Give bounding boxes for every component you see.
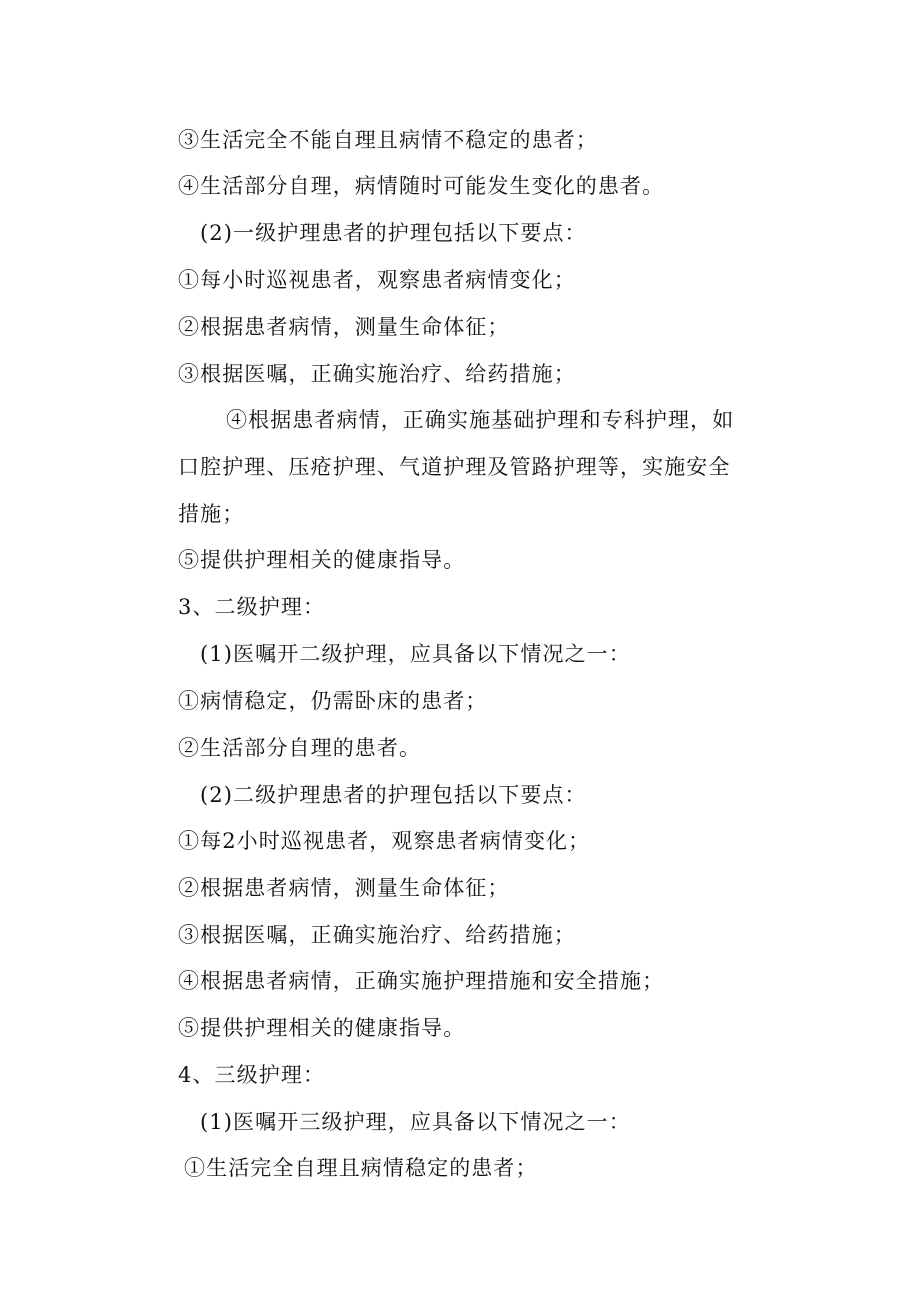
- text-line: ④生活部分自理，病情随时可能发生变化的患者。: [178, 174, 665, 198]
- text-line: ①生活完全自理且病情稳定的患者；: [184, 1156, 538, 1180]
- text-line: 口腔护理、压疮护理、气道护理及管路护理等，实施安全: [178, 455, 731, 479]
- text-line: ④根据患者病情，正确实施基础护理和专科护理，如: [226, 408, 735, 432]
- text-line: ①病情稳定，仍需卧床的患者；: [178, 689, 488, 713]
- section-heading: (2)一级护理患者的护理包括以下要点：: [200, 221, 587, 245]
- text-line: ②生活部分自理的患者。: [178, 736, 422, 760]
- text-line: ①每小时巡视患者，观察患者病情变化；: [178, 268, 576, 292]
- section-heading: 4、三级护理：: [178, 1063, 326, 1087]
- text-line: ④根据患者病情，正确实施护理措施和安全措施；: [178, 969, 665, 993]
- text-line: ③根据医嘱，正确实施治疗、给药措施；: [178, 362, 576, 386]
- text-line: ⑤提供护理相关的健康指导。: [178, 1016, 466, 1040]
- text-line: ③根据医嘱，正确实施治疗、给药措施；: [178, 923, 576, 947]
- text-line: 措施；: [178, 502, 245, 526]
- text-line: ②根据患者病情，测量生命体征；: [178, 315, 510, 339]
- section-heading: 3、二级护理：: [178, 595, 326, 619]
- section-heading: (1)医嘱开三级护理，应具备以下情况之一：: [200, 1110, 631, 1134]
- section-heading: (1)医嘱开二级护理，应具备以下情况之一：: [200, 642, 631, 666]
- text-line: ⑤提供护理相关的健康指导。: [178, 548, 466, 572]
- text-line: ①每2小时巡视患者，观察患者病情变化；: [178, 829, 591, 853]
- section-heading: (2)二级护理患者的护理包括以下要点：: [200, 783, 587, 807]
- text-line: ②根据患者病情，测量生命体征；: [178, 876, 510, 900]
- text-line: ③生活完全不能自理且病情不稳定的患者；: [178, 128, 598, 152]
